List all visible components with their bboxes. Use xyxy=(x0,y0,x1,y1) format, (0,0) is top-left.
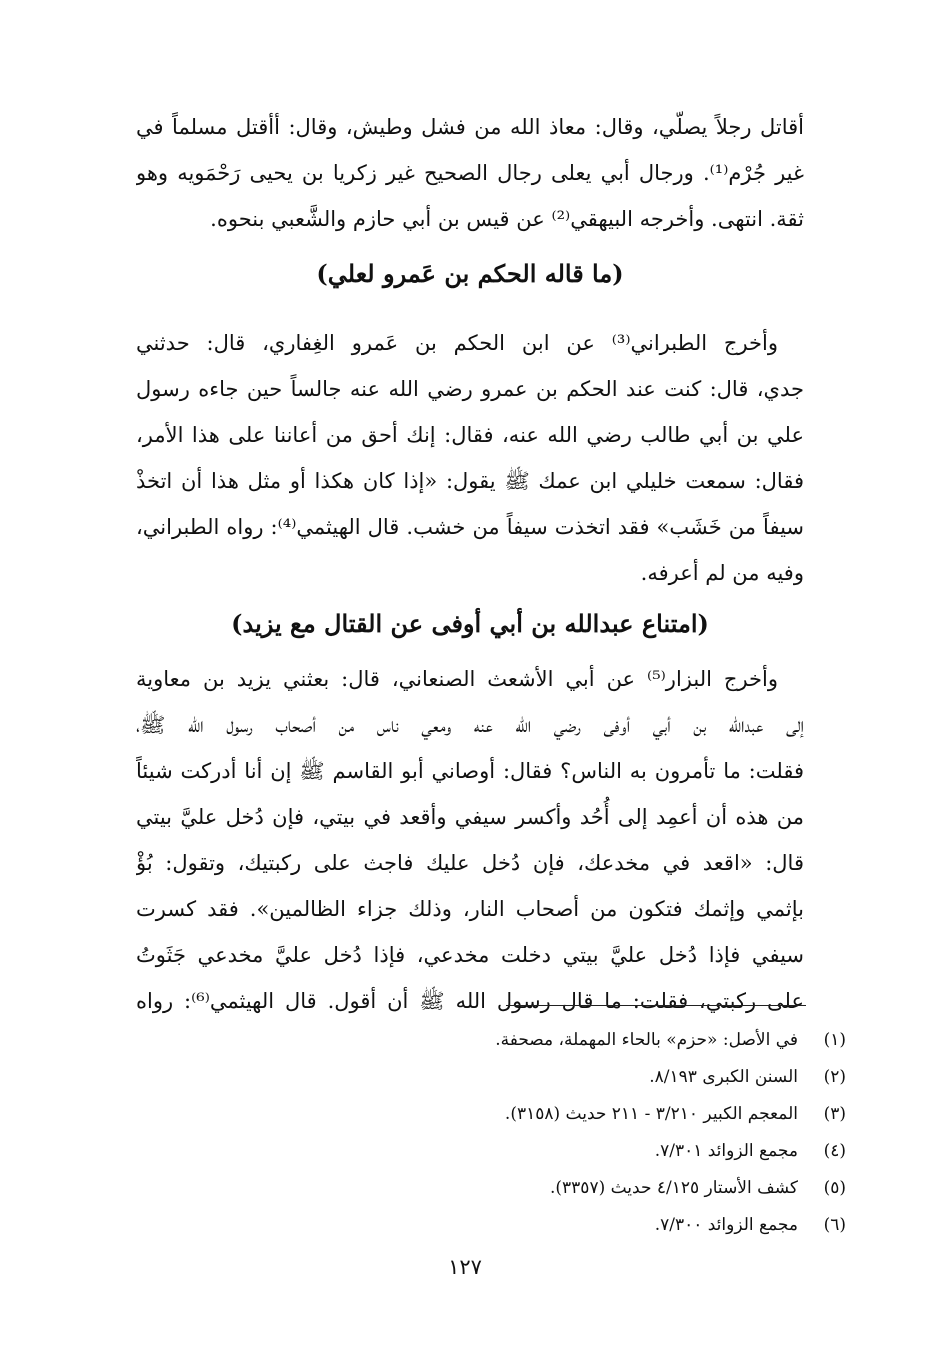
text-line: سيفي فإذا دُخل عليَّ بيتي دخلت مخدعي، فإذا دُخل عليَّ مخدعي جَثَوتُ xyxy=(136,943,804,967)
footnote-text: مجمع الزوائد ٧/٣٠٠. xyxy=(654,1215,798,1235)
text-line: أقاتل رجلاً يصلّي، وقال: معاذ الله من فشل وطيش، وقال: أأقتل مسلماً في xyxy=(136,115,804,139)
text-line: غير جُرْم⁽¹⁾. ورجال أبي يعلى رجال الصحيح غير زكريا بن يحيى رَحْمَويه وهو xyxy=(136,161,804,185)
text-line: فقال: سمعت خليلي ابن عمك ﷺ يقول: «إذا كان هكذا أو مثل هذا أن اتخذْ xyxy=(136,469,804,493)
paragraph-2 xyxy=(136,320,804,596)
footnote-3 xyxy=(300,1096,846,1133)
text-line: علي بن أبي طالب رضي الله عنه، فقال: إنك أحق من أعاننا على هذا الأمر، xyxy=(136,423,804,447)
footnote-number: (٣) xyxy=(823,1104,846,1124)
text-line: سيفاً من خَشَب» فقد اتخذت سيفاً من خشب. قال الهيثمي⁽⁴⁾: رواه الطبراني، xyxy=(136,515,804,539)
text-line: وأخرج الطبراني⁽³⁾ عن ابن الحكم بن عَمرو الغِفاري، قال: حدثني xyxy=(136,331,778,355)
footnote-text: في الأصل: «حزم» بالحاء المهملة، مصحفة. xyxy=(495,1030,798,1050)
footnote-text: مجمع الزوائد ٧/٣٠١. xyxy=(654,1141,798,1161)
text-line: جدي، قال: كنت عند الحكم بن عمرو رضي الله عنه جالساً حين جاءه رسول xyxy=(136,377,804,401)
text-line: إلى عبدالله بن أبي أوفى رضي الله عنه ومعي ناس من أصحاب رسول الله ﷺ، xyxy=(136,713,804,737)
text-line: قال: «اقعد في مخدعك، فإن دُخل عليك فاجث على ركبتيك، وتقول: بُؤْ xyxy=(136,851,804,875)
footnote-text: السنن الكبرى ٨/١٩٣. xyxy=(649,1067,798,1087)
text-line: من هذه أن أعمِد إلى أُحُد وأكسر سيفي وأقعد في بيتي، فإن دُخل عليَّ بيتي xyxy=(136,805,804,829)
footnote-number: (١) xyxy=(823,1030,846,1050)
text-line: بإثمي وإثمك فتكون من أصحاب النار، وذلك جزاء الظالمين». فقد كسرت xyxy=(136,897,804,921)
footnote-4 xyxy=(300,1133,846,1170)
page-number: ١٢٧ xyxy=(448,1255,482,1279)
footnote-2 xyxy=(300,1059,846,1096)
section-heading-hakam: (ما قاله الحكم بن عَمرو لعلي) xyxy=(316,259,624,288)
text-line: فقلت: ما تأمرون به الناس؟ فقال: أوصاني أبو القاسم ﷺ إن أنا أدركت شيئاً xyxy=(136,759,804,783)
text-line: على ركبتي، فقلت: ما قال رسول الله ﷺ أن أقول. قال الهيثمي⁽⁶⁾: رواه xyxy=(136,989,804,1013)
text-line: ثقة. انتهى. وأخرجه البيهقي⁽²⁾ عن قيس بن أبي حازم والشَّعبي بنحوه. xyxy=(210,207,804,231)
footnote-number: (٤) xyxy=(823,1141,846,1161)
footnote-5 xyxy=(300,1170,846,1207)
footnote-text: المعجم الكبير ٣/٢١٠ - ٢١١ حديث (٣١٥٨). xyxy=(504,1104,798,1124)
footnote-1 xyxy=(300,1022,846,1059)
footnote-number: (٢) xyxy=(823,1067,846,1087)
section-heading-abdullah: (امتناع عبدالله بن أبي أوفى عن القتال مع يزيد) xyxy=(231,609,709,638)
paragraph-1 xyxy=(136,104,804,242)
paragraph-3 xyxy=(136,656,804,1024)
footnote-number: (٥) xyxy=(823,1178,846,1198)
text-line: وأخرج البزار⁽⁵⁾ عن أبي الأشعث الصنعاني، قال: بعثني يزيد بن معاوية xyxy=(136,667,778,691)
footnote-text: كشف الأستار ٤/١٢٥ حديث (٣٣٥٧). xyxy=(550,1178,798,1198)
footnotes xyxy=(300,1022,846,1244)
text-line: وفيه من لم أعرفه. xyxy=(640,561,804,585)
footnote-separator xyxy=(506,1005,806,1006)
footnote-6 xyxy=(300,1207,846,1244)
footnote-number: (٦) xyxy=(823,1215,846,1235)
